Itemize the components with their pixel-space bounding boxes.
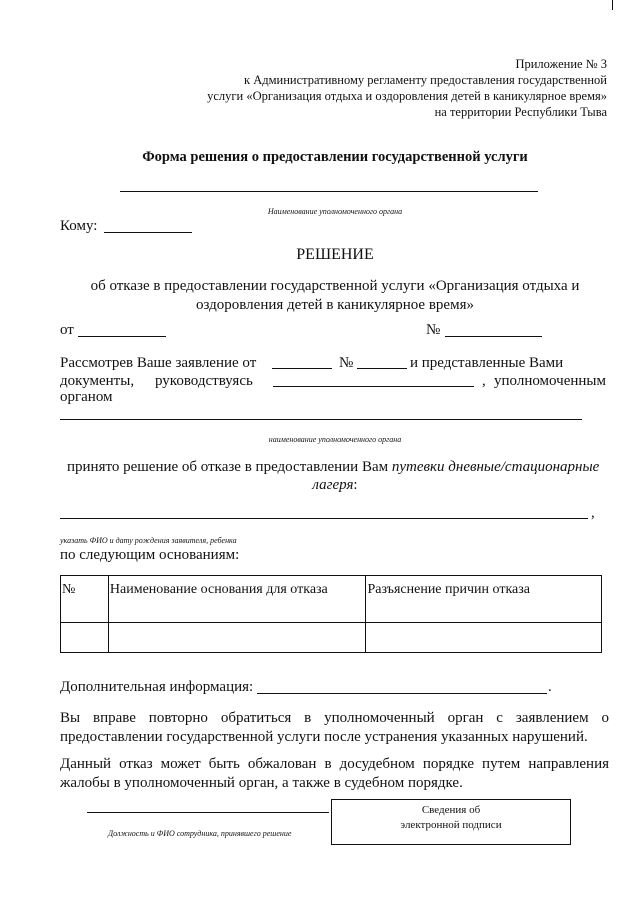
from-label: от (60, 322, 74, 338)
cell-number (61, 623, 109, 653)
refusal-colon: : (353, 477, 358, 493)
header-number: № (61, 576, 109, 623)
header-reason-explanation: Разъяснение причин отказа (366, 576, 602, 623)
number-field-line (445, 336, 542, 337)
considered-line-1a: Рассмотрев Ваше заявление от (60, 355, 257, 371)
considered-line-3: органом (60, 389, 113, 405)
considered-line-1c: и представленные Вами (410, 355, 564, 371)
considered-line-2c: , (482, 373, 486, 389)
additional-info-label: Дополнительная информация: (60, 679, 254, 695)
reasons-table (60, 575, 602, 653)
electronic-signature-box (331, 799, 571, 845)
signature-line (87, 812, 329, 813)
cell-reason-name (108, 623, 366, 653)
application-date-line (272, 368, 332, 369)
appeal-line-2: жалобы в уполномоченный орган, а также в судебном порядке. (60, 775, 463, 791)
considered-line-2d: уполномоченным (494, 373, 606, 389)
signature-caption: Должность и ФИО сотрудника, принявшего решение (108, 829, 292, 838)
reapply-paragraph (60, 709, 609, 747)
additional-info-line (257, 693, 547, 694)
table-header-row (61, 576, 602, 623)
application-number-line (357, 368, 407, 369)
esign-line-2: электронной подписи (400, 819, 502, 831)
reapply-line-1: Вы вправе повторно обратиться в уполномоченный орган с заявлением о (60, 710, 609, 726)
appeal-paragraph (60, 755, 609, 793)
form-title: Форма решения о предоставлении государственной услуги (142, 149, 528, 165)
decision-subtitle-line-2: оздоровления детей в каникулярное время» (196, 297, 474, 313)
decision-subtitle-line-1: об отказе в предоставлении государственной услуги «Организация отдыха и (90, 278, 580, 294)
applicant-caption: указать ФИО и дату рождения заявителя, ребенка (60, 536, 237, 545)
annex-line-3: услуги «Организация отдыха и оздоровления детей в каникулярное время» (207, 89, 607, 103)
refusal-camp: лагеря (312, 477, 354, 493)
refusal-line-1 (67, 459, 599, 476)
reapply-line-2: предоставлении государственной услуги после устранения указанных нарушений. (60, 729, 588, 745)
number-label: № (426, 322, 441, 338)
considered-line-2a: документы, (60, 373, 135, 389)
table-row (61, 623, 602, 653)
annex-header (207, 56, 607, 120)
header-reason-name: Наименование основания для отказа (108, 576, 366, 623)
authority-caption-2: наименование уполномоченного органа (268, 435, 402, 444)
refusal-line-1-plain: принято решение об отказе в предоставлении Вам (67, 459, 392, 475)
authority-caption: Наименование уполномоченного органа (267, 207, 403, 216)
cell-reason-explanation (366, 623, 602, 653)
considered-line-2b: руководствуясь (155, 373, 253, 389)
authority-name-line (120, 191, 538, 192)
annex-line-4: на территории Республики Тыва (434, 105, 607, 119)
applicant-line (60, 518, 588, 519)
to-field-line (104, 232, 192, 233)
annex-line-1: Приложение № 3 (515, 57, 607, 71)
decision-subtitle (0, 277, 635, 315)
legal-basis-line (273, 386, 474, 387)
authority-name-line-2 (60, 419, 582, 420)
annex-line-2: к Административному регламенту предоставления государственной (244, 73, 607, 87)
additional-info-end: . (548, 679, 552, 695)
decision-heading: РЕШЕНИЕ (296, 246, 374, 263)
to-label: Кому: (60, 218, 98, 234)
date-field-line (78, 336, 166, 337)
grounds-label: по следующим основаниям: (60, 547, 240, 563)
refusal-voucher-type: путевки дневные/стационарные (391, 459, 600, 475)
refusal-line-2 (0, 477, 635, 494)
appeal-line-1: Данный отказ может быть обжалован в досудебном порядке путем направления (60, 756, 609, 772)
applicant-line-comma: , (591, 505, 595, 521)
considered-line-1b: № (339, 355, 354, 371)
page-edge-mark (612, 0, 613, 10)
esign-line-1: Сведения об (421, 804, 481, 816)
